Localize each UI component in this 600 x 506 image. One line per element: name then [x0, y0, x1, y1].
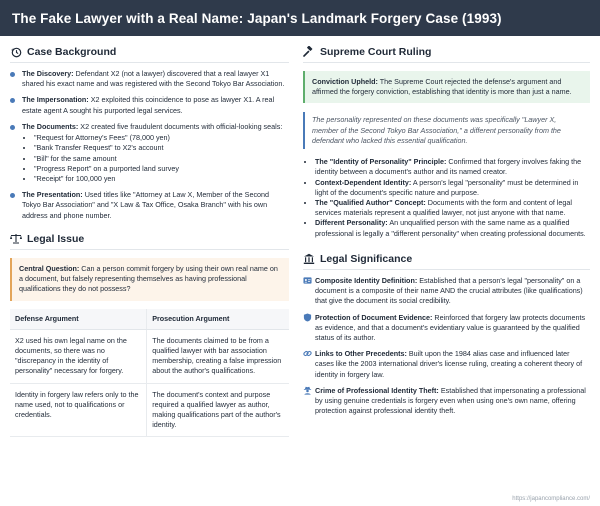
- document-item: • "Request for Attorney's Fees" (78,000 yen): [34, 133, 289, 143]
- legal-issue-heading: [10, 233, 289, 250]
- case-background-heading: [10, 46, 289, 63]
- ruling-points-list: [303, 157, 590, 239]
- document-item: • "Bank Transfer Request" to X2's account: [34, 143, 289, 153]
- page-title: The Fake Lawyer with a Real Name: Japan's Landmark Forgery Case (1993): [12, 10, 502, 26]
- table-row: [10, 329, 289, 383]
- list-item: • Different Personality: An unqualified person with the same name as a qualified professional is legally a "different personality" when creating professional documents.: [315, 218, 590, 238]
- id-card-icon: [303, 276, 312, 285]
- legal-issue-title: Legal Issue: [27, 232, 85, 245]
- list-item: The Discovery: Defendant X2 (not a lawyer) discovered that a real lawyer X1 shared his exact name and was registered with the Second Tokyo Bar Association.: [10, 69, 289, 89]
- table-cell: The document's context and purpose required a qualified lawyer as author, making qualifications part of the author's identity.: [147, 383, 289, 437]
- ruling-heading: [303, 46, 590, 63]
- left-column: [10, 36, 297, 437]
- list-item: The Impersonation: X2 exploited this coincidence to pose as lawyer X1. A real estate agent A sought his purported legal services.: [10, 95, 289, 115]
- link-icon: [303, 349, 312, 358]
- defense-header: Defense Argument: [10, 309, 147, 330]
- history-icon: [10, 46, 22, 58]
- list-item: • The "Identity of Personality" Principle: Confirmed that forgery involves faking the identity between a document's author and its named creator.: [315, 157, 590, 177]
- documents-list: [22, 133, 289, 184]
- table-cell: The documents claimed to be from a qualified lawyer with bar association membership, creating a false impression about the author's qualifications.: [147, 329, 289, 383]
- significance-heading: [303, 253, 590, 270]
- table-header-row: [10, 309, 289, 330]
- table-cell: Identity in forgery law refers only to the name used, not to qualifications or credentials.: [10, 383, 147, 437]
- table-row: [10, 383, 289, 437]
- list-item: • The "Qualified Author" Concept: Documents with the form and content of legal services materials represent a qualified lawyer, not just anyone with that name.: [315, 198, 590, 218]
- significance-list: [303, 276, 590, 417]
- central-question-callout: Central Question: Can a person commit forgery by using their own real name on a document, but falsely representing themselves as having professional qualifications they do not possess?: [10, 258, 289, 301]
- shield-icon: [303, 313, 312, 322]
- ruling-title: Supreme Court Ruling: [320, 46, 432, 58]
- scale-icon: [10, 233, 22, 245]
- list-item: Crime of Professional Identity Theft: Established that impersonating a professional by using genuine credentials is forgery even when using one's own name, offering protection against professional identity theft.: [303, 386, 590, 417]
- gavel-icon: [303, 46, 315, 58]
- ruling-quote: The personality represented on these documents was specifically "Lawyer X, member of the Second Tokyo Bar Association," a different personality from the defendant who lacked this essential qualification.: [303, 112, 590, 149]
- document-item: • "Receipt" for 100,000 yen: [34, 174, 289, 184]
- user-secret-icon: [303, 386, 312, 395]
- table-cell: X2 used his own legal name on the documents, so there was no "discrepancy in the identity of personality" necessary for forgery.: [10, 329, 147, 383]
- document-item: • "Progress Report" on a purported land survey: [34, 164, 289, 174]
- list-item: The Documents: X2 created five fraudulent documents with official-looking seals: • "Request for Attorney's Fees" (78,000 yen) • "Bank Transfer Request" to X2's account • "Bill" for the same amount • "Progress Report" on a purported land survey • "Receipt" for 100,000 yen: [10, 122, 289, 184]
- conviction-callout: Conviction Upheld: The Supreme Court rejected the defense's argument and affirmed the forgery conviction, establishing that identity is more than just a name.: [303, 71, 590, 103]
- list-item: Protection of Document Evidence: Reinforced that forgery law protects documents as evidence, and that a document's evidentiary value is guaranteed by the qualified status of its author.: [303, 313, 590, 344]
- significance-title: Legal Significance: [320, 252, 413, 265]
- right-column: [303, 36, 590, 437]
- list-item: The Presentation: Used titles like "Attorney at Law X, Member of the Second Tokyo Bar Association" and "X Law & Tax Office, Osaka Branch" with his own address and phone number.: [10, 190, 289, 221]
- list-item: • Context-Dependent Identity: A person's legal "personality" must be determined in light of the document's specific nature and purpose.: [315, 178, 590, 198]
- case-background-title: Case Background: [27, 46, 117, 58]
- prosecution-header: Prosecution Argument: [147, 309, 289, 330]
- document-item: • "Bill" for the same amount: [34, 154, 289, 164]
- list-item: Links to Other Precedents: Built upon the 1984 alias case and influenced later cases like the 2003 international driver's license ruling, creating a coherent theory of identity in forgery law.: [303, 349, 590, 380]
- list-item: Composite Identity Definition: Established that a person's legal "personality" on a document is a composite of their name AND the crucial attributes (like qualifications) that give the document its social credibility.: [303, 276, 590, 307]
- footer-url[interactable]: https://japancompliance.com/: [512, 496, 590, 502]
- arguments-table: [10, 309, 289, 438]
- page-header: [0, 0, 600, 36]
- landmark-icon: [303, 253, 315, 265]
- background-list: [10, 69, 289, 221]
